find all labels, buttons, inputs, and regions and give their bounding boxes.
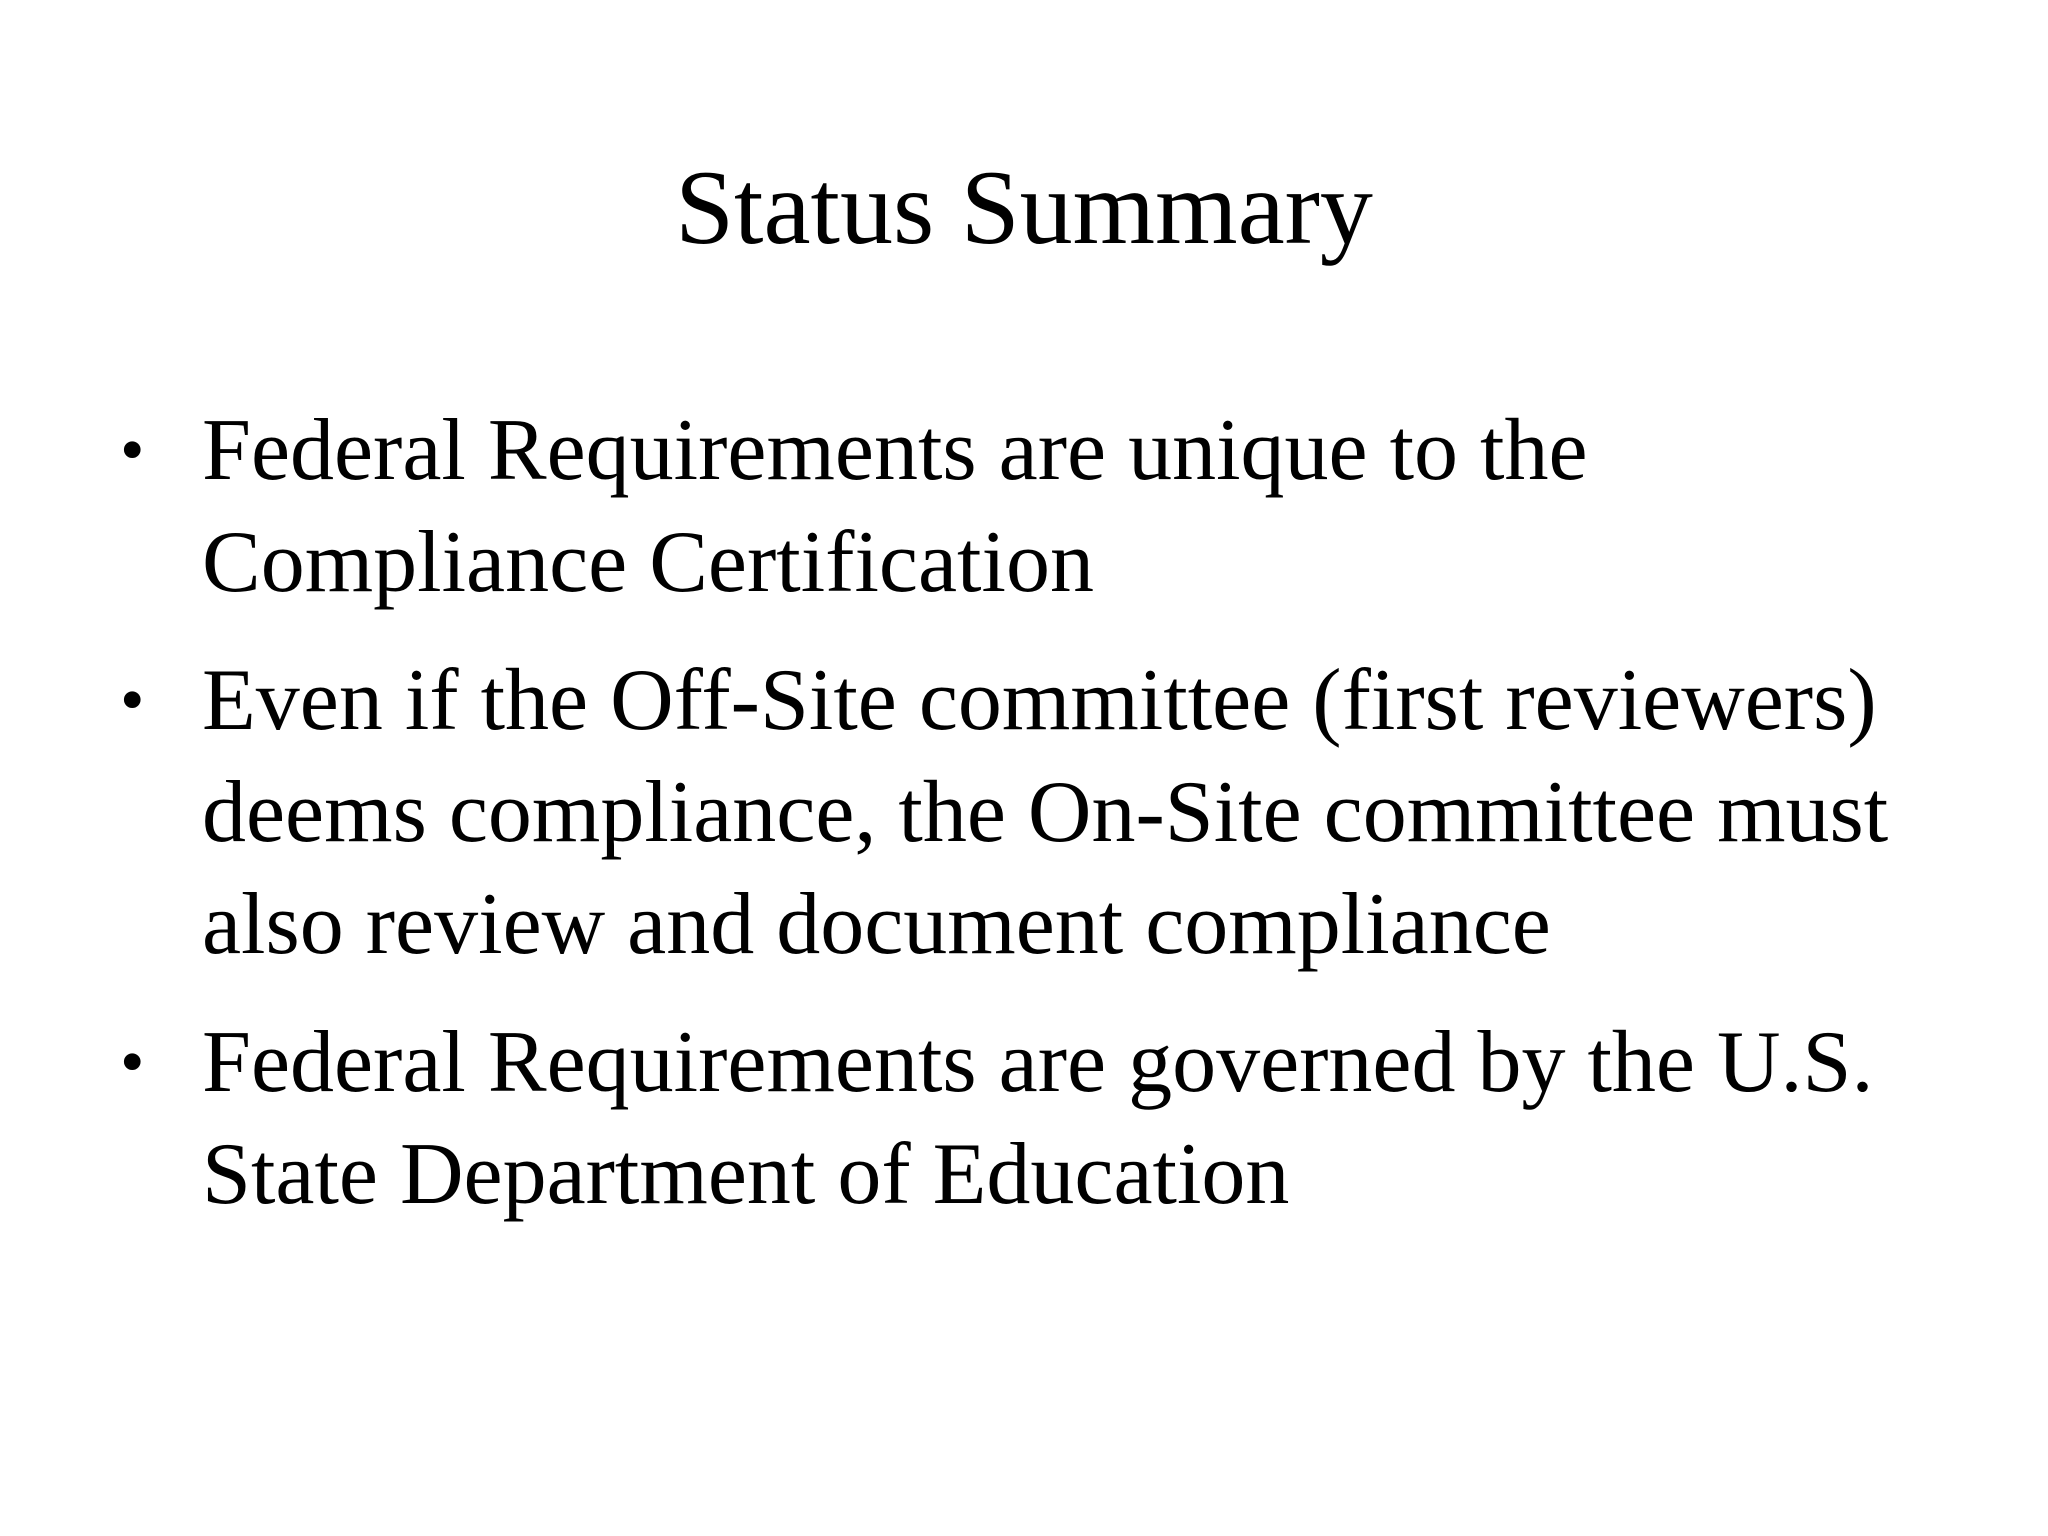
bullet-text: Even if the Off-Site committee (first reviewers) deems compliance, the On-Site committee must also review and document compliance: [202, 652, 1889, 973]
slide-title: Status Summary: [675, 149, 1373, 266]
bullet-item: [120, 645, 2000, 981]
bullet-icon: •: [120, 662, 145, 739]
bullet-list: [120, 395, 2000, 1257]
bullet-item: [120, 1007, 2000, 1231]
bullet-icon: •: [120, 1024, 145, 1101]
bullet-text: Federal Requirements are unique to the Compliance Certification: [202, 402, 1588, 611]
bullet-text: Federal Requirements are governed by the U.S. State Department of Education: [202, 1014, 1874, 1223]
bullet-icon: •: [120, 412, 145, 489]
bullet-item: [120, 395, 2000, 619]
